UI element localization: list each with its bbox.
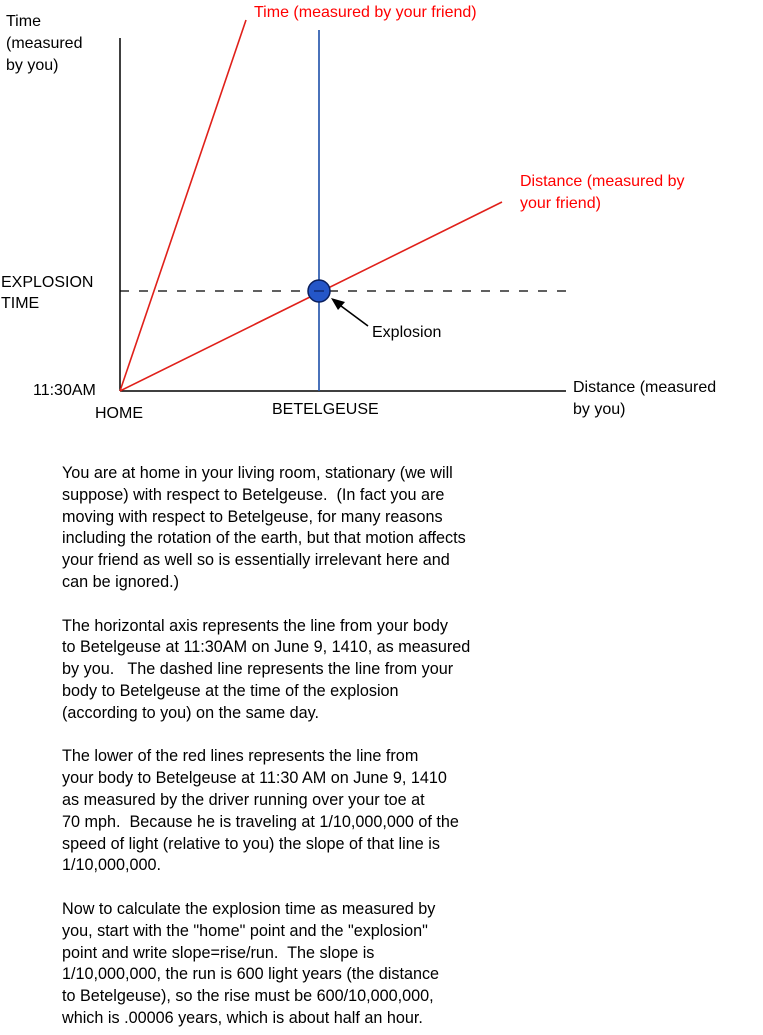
home-label: HOME (95, 405, 143, 422)
friend-distance-label-line-2: your friend) (520, 195, 601, 212)
x-axis-label-line-2: by you) (573, 401, 626, 418)
y-axis-label-line-1: Time (6, 13, 41, 30)
text-line: you, start with the "home" point and the "explosion" (62, 921, 428, 940)
text-line: can be ignored.) (62, 572, 179, 591)
spacetime-diagram (0, 0, 763, 440)
text-line: as measured by the driver running over your toe at (62, 790, 425, 809)
text-line: You are at home in your living room, stationary (we will (62, 464, 453, 482)
y-axis-label-line-3: by you) (6, 57, 59, 74)
text-line: 70 mph. Because he is traveling at 1/10,000,000 of the (62, 812, 459, 831)
betelgeuse-label: BETELGEUSE (272, 401, 379, 418)
origin-time-label: 11:30AM (33, 382, 96, 399)
friend-distance-label-line-1: Distance (measured by (520, 173, 685, 190)
text-line: body to Betelgeuse at the time of the explosion (62, 681, 399, 700)
explosion-arrow-shaft (337, 303, 368, 326)
text-line: The horizontal axis represents the line from your body (62, 616, 448, 635)
text-line: your body to Betelgeuse at 11:30 AM on June 9, 1410 (62, 769, 447, 788)
text-line: to Betelgeuse at 11:30AM on June 9, 1410, as measured (62, 638, 471, 657)
text-line: 1/10,000,000. (62, 856, 162, 875)
text-line: Now to calculate the explosion time as measured by (62, 899, 436, 918)
y-axis-label-line-2: (measured (6, 35, 83, 52)
friend-time-line (120, 20, 246, 391)
paragraph-4 (62, 899, 562, 1030)
text-line: 1/10,000,000, the run is 600 light years (the distance (62, 965, 440, 984)
paragraph-2 (62, 616, 562, 725)
x-axis-label-line-1: Distance (measured (573, 379, 717, 396)
explosion-time-label-line-2: TIME (1, 295, 40, 312)
text-line: by you. The dashed line represents the line from your (62, 660, 454, 679)
text-line: which is .00006 years, which is about half an hour. (62, 1008, 423, 1027)
paragraph-3 (62, 746, 562, 877)
text-line: moving with respect to Betelgeuse, for many reasons (62, 507, 443, 526)
text-line: speed of light (relative to you) the slope of that line is (62, 834, 440, 853)
text-line: The lower of the red lines represents the line from (62, 747, 419, 766)
text-line: suppose) with respect to Betelgeuse. (In fact you are (62, 485, 445, 504)
friend-time-label: Time (measured by your friend) (254, 4, 477, 21)
text-line: (according to you) on the same day. (62, 703, 320, 722)
explosion-label: Explosion (372, 324, 442, 341)
explosion-time-label-line-1: EXPLOSION (1, 274, 94, 291)
text-line: to Betelgeuse), so the rise must be 600/10,000,000, (62, 987, 434, 1006)
text-line: point and write slope=rise/run. The slope is (62, 943, 375, 962)
text-line: your friend as well so is essentially irrelevant here and (62, 551, 450, 570)
paragraph-1 (62, 463, 562, 594)
explanation-text (62, 463, 562, 1030)
text-line: including the rotation of the earth, but that motion affects (62, 529, 466, 548)
